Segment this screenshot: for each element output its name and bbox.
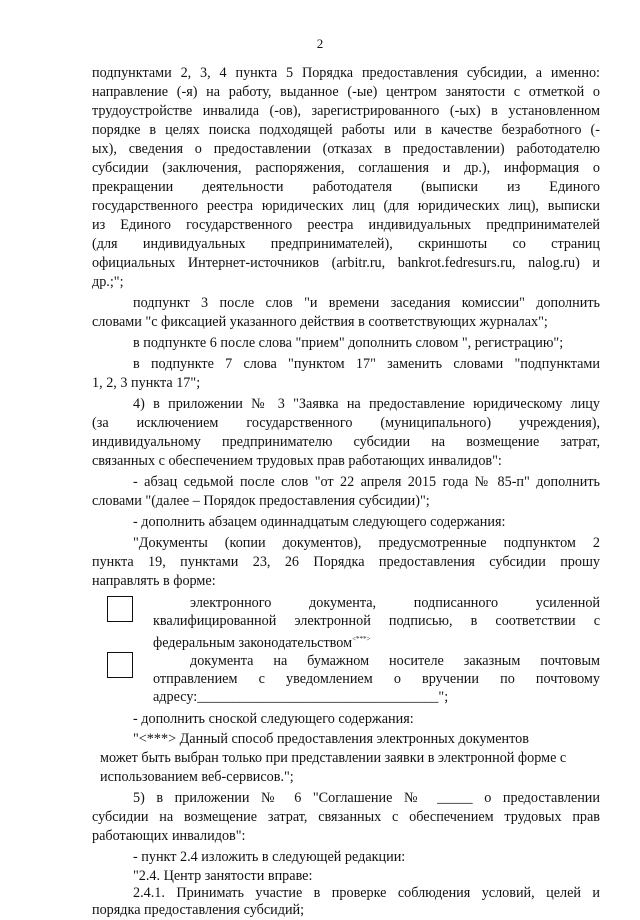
footnote-mark: <***> xyxy=(352,635,371,643)
option-electronic-line: электронного документа, подписанного усиленной xyxy=(190,595,600,611)
page-number: 2 xyxy=(316,36,324,51)
text-line: подпунктами 2, 3, 4 пункта 5 Порядка предоставления субсидии, а именно: xyxy=(92,65,600,81)
option-paper-line: документа на бумажном носителе заказным почтовым xyxy=(190,653,600,669)
text-line: использованием веб-сервисов."; xyxy=(100,769,294,785)
text-line: ых), сведения о предоставлении (отказах в предоставлении) работодателю xyxy=(92,141,600,157)
text-line: пункта 19, пунктами 23, 26 Порядка предоставления субсидии прошу xyxy=(92,554,600,570)
text-line: субсидии (заключения, распоряжения, соглашения и др.), информация о xyxy=(92,160,600,176)
text-line: прекращении деятельности работодателя (выписки из Единого xyxy=(92,179,600,195)
option-paper-address-line: адресу:__________________________________"; xyxy=(153,689,449,705)
text-line: направление (-я) на работу, выданное (-ые) центром занятости с отметкой о xyxy=(92,84,600,100)
text-line: в подпункте 6 после слова "прием" дополнить словом ", регистрацию"; xyxy=(133,335,564,351)
electronic-form-checkbox[interactable] xyxy=(107,596,133,622)
text-line: порядка предоставления субсидий; xyxy=(92,902,305,918)
text-line: "<***> Данный способ предоставления электронных документов xyxy=(133,731,529,747)
text-line: (за исключением государственного (муниципального) учреждения), xyxy=(92,415,600,431)
text-line: - дополнить абзацем одиннадцатым следующего содержания: xyxy=(133,514,506,530)
text-line: связанных с обеспечением трудовых прав работающих инвалидов": xyxy=(92,453,502,469)
text-line: - дополнить сноской следующего содержания: xyxy=(133,711,414,727)
text-line: в подпункте 7 слова "пунктом 17" заменить словами "подпунктами xyxy=(133,356,600,372)
text-line: 2.4.1. Принимать участие в проверке соблюдения условий, целей и xyxy=(133,885,600,901)
option-electronic-line xyxy=(153,630,370,652)
option-paper-line: отправлением с уведомлением о вручении по почтовому xyxy=(153,671,600,687)
text-line: индивидуальному предпринимателю субсидии на возмещение затрат, xyxy=(92,434,600,450)
text-line: словами "(далее – Порядок предоставления субсидии)"; xyxy=(92,493,430,509)
text-line: 4) в приложении № 3 "Заявка на предоставление юридическому лицу xyxy=(133,396,600,412)
text-line: - абзац седьмой после слов "от 22 апреля 2015 года № 85-п" дополнить xyxy=(133,474,600,490)
text-line: (для индивидуальных предпринимателей), скриншоты со страниц xyxy=(92,236,600,252)
text-line: работающих инвалидов": xyxy=(92,828,246,844)
text-line: официальных Интернет-источников (arbitr.ru, bankrot.fedresurs.ru, nalog.ru) и xyxy=(92,255,600,271)
option-electronic-text: федеральным законодательством xyxy=(153,635,353,651)
text-line: "2.4. Центр занятости вправе: xyxy=(133,868,313,884)
text-line: словами "с фиксацией указанного действия в соответствующих журналах"; xyxy=(92,314,548,330)
text-line: субсидии на возмещение затрат, связанных с обеспечением трудовых прав xyxy=(92,809,600,825)
text-line: подпункт 3 после слов "и времени заседания комиссии" дополнить xyxy=(133,295,600,311)
text-line: направлять в форме: xyxy=(92,573,216,589)
option-electronic-line: квалифицированной электронной подписью, в соответствии с xyxy=(153,613,600,629)
text-line: др.;"; xyxy=(92,274,124,290)
text-line: государственного реестра юридических лиц (для юридических лиц), выписки xyxy=(92,198,600,214)
text-line: - пункт 2.4 изложить в следующей редакции: xyxy=(133,849,406,865)
text-line: может быть выбран только при представлении заявки в электронной форме с xyxy=(100,750,567,766)
text-line: порядке в целях поиска подходящей работы или в качестве безработного (- xyxy=(92,122,600,138)
text-line: 5) в приложении № 6 "Соглашение № _____ о предоставлении xyxy=(133,790,600,806)
text-line: трудоустройстве инвалида (-ов), зарегистрированного (-ых) в установленном xyxy=(92,103,600,119)
text-line: 1, 2, 3 пункта 17"; xyxy=(92,375,201,391)
paper-form-checkbox[interactable] xyxy=(107,652,133,678)
text-line: из Единого государственного реестра индивидуальных предпринимателей xyxy=(92,217,600,233)
text-line: "Документы (копии документов), предусмотренные подпунктом 2 xyxy=(133,535,600,551)
